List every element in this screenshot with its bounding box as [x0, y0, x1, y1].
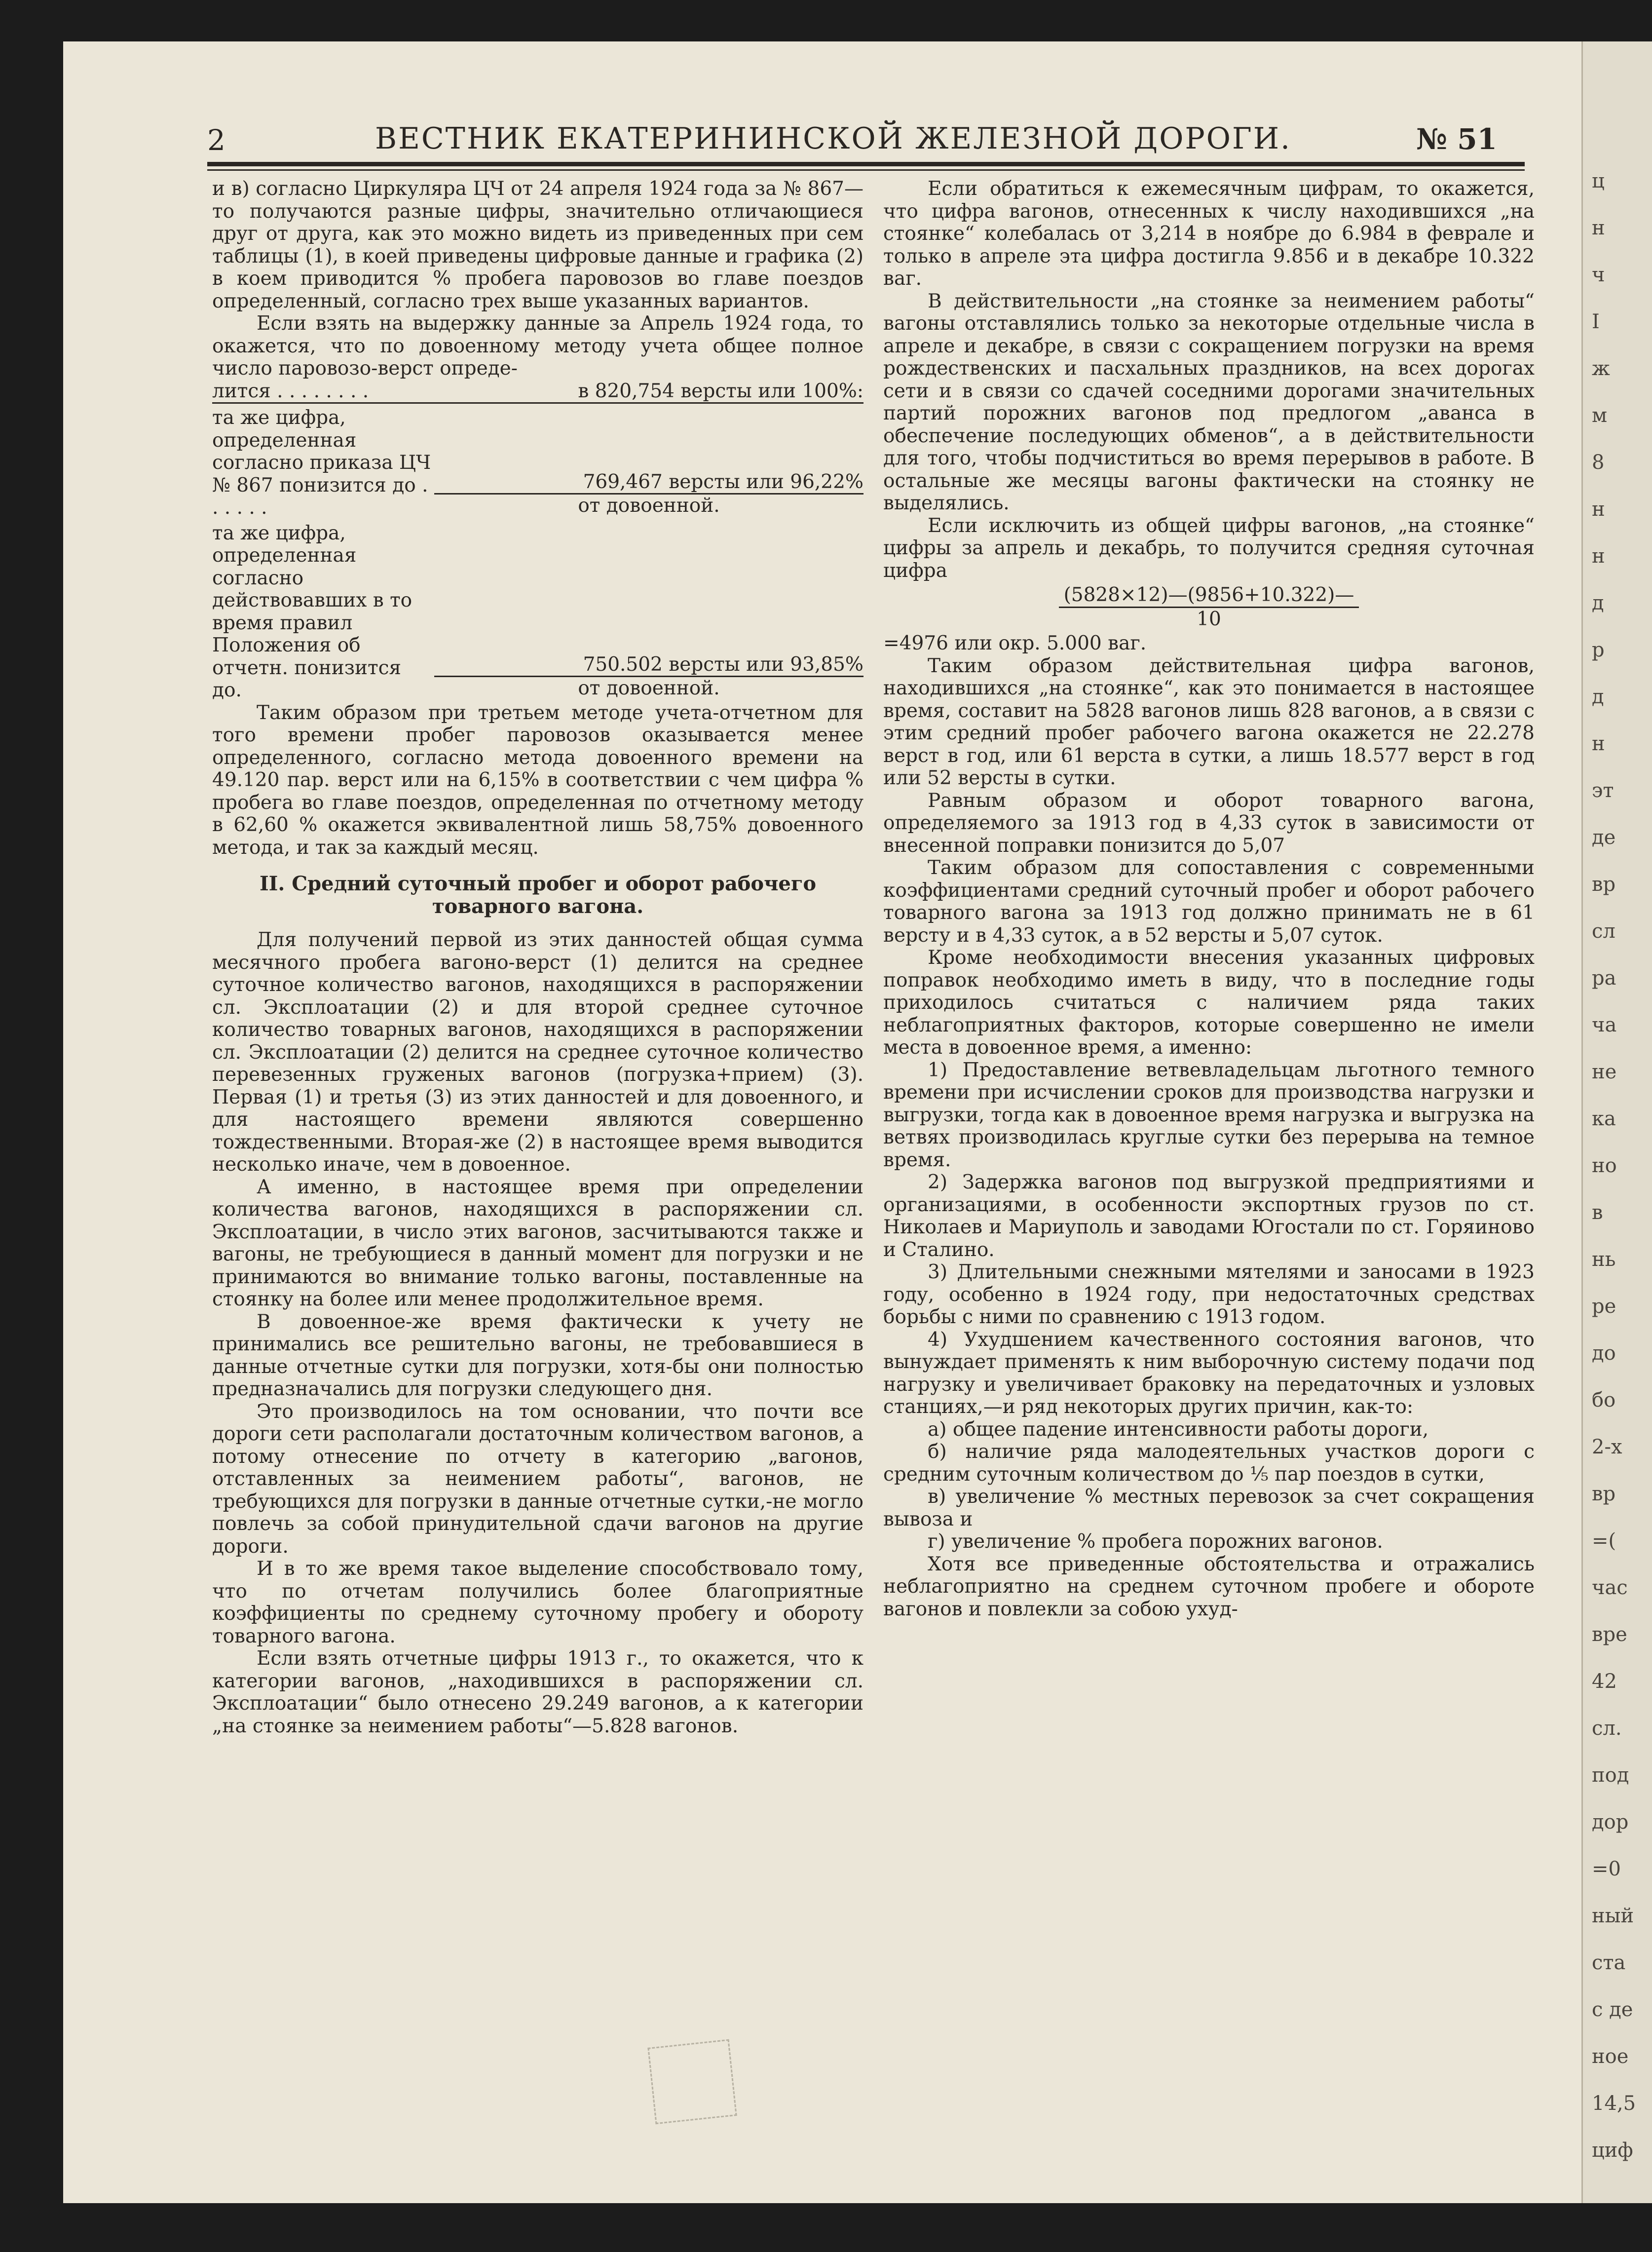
paragraph: Таким образом действительная цифра вагонов, находившихся „на стоянке“, как это понимается в настоящее время, составит на 5828 вагонов лишь 828 вагонов, а в связи с этим средний пробег рабочего вагона окажется не 22.278 верст в год, или 61 верста в сутки, а лишь 18.577 верст в год или 52 версты в сутки. — [883, 654, 1535, 789]
masthead-rule-thin — [207, 169, 1525, 171]
adjacent-page-fragment: н — [1592, 732, 1605, 755]
formula-numerator: (5828×12)—(9856+10.322)— — [1059, 584, 1359, 608]
paragraph: Таким образом при третьем методе учета-отчетном для того времени пробег паровозов оказывается менее определенного, согласно метода довоенного времени на 49.120 пар. верст или на 6,15% в соответствии с чем цифра % пробега во главе поездов, определенная по отчетному методу в 62,60 % окажется эквивалентной лишь 58,75% довоенного метода, и так за каждый месяц. — [212, 701, 864, 859]
adjacent-page-fragment: эт — [1592, 779, 1614, 802]
adjacent-page-fragment: =0 — [1592, 1858, 1621, 1880]
masthead-rule-thick — [207, 162, 1525, 166]
adjacent-page-fragment: ж — [1592, 357, 1610, 380]
adjacent-page-fragment: ное — [1592, 2045, 1629, 2068]
adjacent-page-fragment: д — [1592, 592, 1604, 614]
total-label: лится . . . . . . . . — [212, 380, 369, 402]
adjacent-page-fragment: под — [1592, 1764, 1629, 1787]
adjacent-page-fragment: в — [1592, 1201, 1603, 1224]
adjacent-page-fragment: ча — [1592, 1014, 1617, 1036]
paragraph: Для получений первой из этих данностей общая сумма месячного пробега вагоно-верст (1) делится на среднее суточное количество вагонов, находящихся в распоряжении сл. Эксплоатации (2) и для второй среднее суточное количество товарных вагонов, находящихся в распоряжении сл. Эксплоатации (2) делится на среднее суточное количество перевезенных груженых вагонов (погрузка+прием) (3). Первая (1) и третья (3) из этих данностей и для довоенного, и для настоящего времени являются совершенно тождественными. Вторая-же (2) в настоящее время выводится несколько иначе, чем в довоенное. — [212, 929, 864, 1176]
adjacent-page-fragment: сл — [1592, 920, 1615, 943]
adjacent-page-fragment: р — [1592, 639, 1605, 661]
paragraph: Если обратиться к ежемесячным цифрам, то окажется, что цифра вагонов, отнесенных к числу находившихся „на стоянке“ колебалась от 3,214 в ноябре до 6.984 в феврале и только в апреле эта цифра достигла 9.856 и в декабре 10.322 ваг. — [883, 178, 1535, 290]
adjacent-page-fragment: вре — [1592, 1623, 1627, 1646]
sub-list-item: б) наличие ряда малодеятельных участков дороги с средним суточным количеством до ⅕ пар поездов в сутки, — [883, 1441, 1535, 1486]
adjacent-page-fragment: н — [1592, 498, 1605, 521]
adjacent-page-fragment: ц — [1592, 170, 1605, 192]
adjacent-page-fragment: ка — [1592, 1107, 1616, 1130]
adjacent-page-fragment: с де — [1592, 1998, 1633, 2021]
comparison-value: 769,467 версты или 96,22% — [434, 471, 864, 495]
sub-list-item: г) увеличение % пробега порожних вагонов. — [928, 1530, 1383, 1553]
paragraph: Кроме необходимости внесения указанных цифровых поправок необходимо иметь в виду, что в последние годы приходилось считаться с наличием ряда таких неблагоприятных факторов, которые совершенно не имели места в довоенное время, а именно: — [883, 947, 1535, 1059]
comparison-row-2 — [212, 522, 864, 702]
paragraph: Хотя все приведенные обстоятельства и отражались неблагоприятно на среднем суточном пробеге и обороте вагонов и повлекли за собою ухуд- — [883, 1553, 1535, 1620]
adjacent-page-fragment: 2-х — [1592, 1436, 1622, 1458]
paragraph: И в то же время такое выделение способствовало тому, что по отчетам получились более благоприятные коэффициенты по среднему суточному пробегу и обороту товарного вагона. — [212, 1558, 864, 1647]
adjacent-page-fragment: де — [1592, 826, 1616, 849]
adjacent-page-fragment: 14,5 — [1592, 2092, 1636, 2115]
adjacent-page-fragment: м — [1592, 404, 1608, 427]
comparison-label: та же цифра, определенная согласно приказа ЦЧ № 867 понизится до . . . . . . — [212, 407, 431, 519]
list-item: 4) Ухудшением качественного состояния вагонов, что вынуждает применять к ним выборочную систему подачи под нагрузку и увеличивает браковку на передаточных и узловых станциях,—и ряд некоторых других причин, как-то: — [883, 1328, 1535, 1418]
total-row — [212, 380, 864, 404]
adjacent-page-fragment: =( — [1592, 1529, 1616, 1552]
paragraph: Если исключить из общей цифры вагонов, „на стоянке“ цифры за апрель и декабрь, то получится средняя суточная цифра — [883, 514, 1535, 582]
right-column — [883, 178, 1535, 1620]
paragraph: В довоенное-же время фактически к учету не принимались все решительно вагоны, не требовавшиеся в данные отчетные сутки для погрузки, хотя-бы они полностью предназначались для погрузки следующего дня. — [212, 1310, 864, 1400]
page-number: 2 — [207, 123, 225, 157]
comparison-note: от довоенной. — [578, 677, 720, 699]
total-value: в 820,754 версты или 100%: — [578, 380, 864, 402]
adjacent-page-fragment: д — [1592, 686, 1604, 708]
comparison-label: та же цифра, определенная согласно действовавших в то время правил Положения об отчетн. понизится до. — [212, 522, 413, 701]
adjacent-page-fragment: н — [1592, 217, 1605, 239]
adjacent-page-fragment: сл. — [1592, 1717, 1622, 1740]
adjacent-page-fragment: ре — [1592, 1295, 1616, 1318]
adjacent-page-fragment: ч — [1592, 264, 1605, 286]
adjacent-page-fragment: дор — [1592, 1811, 1629, 1833]
sub-list-item: а) общее падение интенсивности работы дороги, — [928, 1418, 1429, 1441]
section-heading: II. Средний суточный пробег и оборот рабочего товарного вагона. — [259, 872, 817, 918]
adjacent-page-fragment: час — [1592, 1576, 1628, 1599]
adjacent-page-fragment: циф — [1592, 2139, 1633, 2162]
adjacent-page-fragment: бо — [1592, 1389, 1616, 1412]
list-item: 3) Длительными снежными мятелями и заносами в 1923 году, особенно в 1924 году, при недостаточных средствах борьбы с ними по сравнению с 1913 годом. — [883, 1261, 1535, 1328]
adjacent-page-fragment: ный — [1592, 1905, 1634, 1927]
list-item: 1) Предоставление ветвевладельцам льготного темного времени при исчислении сроков для производства нагрузки и выгрузки, тогда как в довоенное время нагрузка и выгрузка на ветвях производилась круглые сутки без перерыва на темное время. — [883, 1059, 1535, 1171]
adjacent-page-fragment: ра — [1592, 967, 1616, 990]
adjacent-page-fragment: н — [1592, 545, 1605, 568]
paragraph: и в) согласно Циркуляра ЦЧ от 24 апреля 1924 года за № 867—то получаются разные цифры, значительно отличающиеся друг от друга, как это можно видеть из приведенных при сем таблицы (1), в коей приведены цифровые данные и графика (2) в коем приводится % пробега паровозов во главе поездов определенный, согласно трех выше указанных вариантов. — [212, 178, 864, 312]
adjacent-page-fragment: вр — [1592, 873, 1616, 896]
adjacent-page-fragment: но — [1592, 1154, 1617, 1177]
adjacent-page-fragment: нь — [1592, 1248, 1616, 1271]
list-item: 2) Задержка вагонов под выгрузкой предприятиями и организациями, в особенности экспортных грузов по ст. Николаев и Мариуполь и заводами Югостали по ст. Горяиново и Сталино. — [883, 1171, 1535, 1261]
comparison-note: от довоенной. — [578, 495, 720, 517]
sub-list-item: в) увеличение % местных перевозок за счет сокращения вывоза и — [883, 1486, 1535, 1530]
paragraph: Равным образом и оборот товарного вагона, определяемого за 1913 год в 4,33 суток в зависимости от внесенной поправки понизится до 5,07 — [883, 789, 1535, 857]
masthead — [207, 118, 1539, 163]
adjacent-page-edge — [1581, 41, 1652, 2203]
paragraph: В действительности „на стоянке за неимением работы“ вагоны отставлялись только за некоторые отдельные числа в апреле и декабре, в связи с сокращением погрузки на время рождественских и пасхальных праздников, на всех дорогах сети и в связи со сдачей соседними дорогами значительных партий порожних вагонов под предлогом „аванса в обеспечение последующих обменов“, а в действительности для того, чтобы подчиститься во время перерывов в работе. В остальные же месяцы вагоны фактически на стоянку не выделялись. — [883, 290, 1535, 514]
paragraph: Если взять отчетные цифры 1913 г., то окажется, что к категории вагонов, „находившихся в распоряжении сл. Эксплоатации“ было отнесено 29.249 вагонов, а к категории „на стоянке за неимением работы“—5.828 вагонов. — [212, 1647, 864, 1737]
adjacent-page-fragment: 8 — [1592, 451, 1605, 474]
paragraph: Это производилось на том основании, что почти все дороги сети располагали достаточным количеством вагонов, а потому отнесение по отчету в категорию „вагонов, отставленных за неимением работы“, вагонов, не требующихся для погрузки в данные отчетные сутки,-не могло повлечь за собой принудительной сдачи вагонов на другие дороги. — [212, 1400, 864, 1558]
faded-stamp — [647, 2039, 737, 2124]
adjacent-page-fragment: I — [1592, 310, 1600, 333]
paragraph: Таким образом для сопоставления с современными коэффициентами средний суточный пробег и оборот рабочего товарного вагона за 1913 год должно принимать не в 61 версту и в 4,33 суток, а в 52 версты и 5,07 суток. — [883, 857, 1535, 947]
formula-denominator: 10 — [1197, 608, 1221, 630]
left-column — [212, 178, 864, 1737]
issue-number: № 51 — [1416, 122, 1497, 156]
adjacent-page-fragment: ста — [1592, 1951, 1626, 1974]
paragraph: Если взять на выдержку данные за Апрель 1924 года, то окажется, что по довоенному методу учета общее полное число паровозо-верст опреде- — [212, 312, 864, 380]
adjacent-page-fragment: до — [1592, 1342, 1616, 1365]
formula-result: =4976 или окр. 5.000 ваг. — [883, 632, 1147, 654]
adjacent-page-fragment: вр — [1592, 1483, 1616, 1505]
adjacent-page-fragment: не — [1592, 1061, 1617, 1083]
adjacent-page-fragment: 42 — [1592, 1670, 1617, 1693]
formula — [883, 584, 1535, 630]
comparison-row-1 — [212, 407, 864, 519]
paragraph: А именно, в настоящее время при определении количества вагонов, находящихся в распоряжении сл. Эксплоатации, в число этих вагонов, засчитываются также и вагоны, не требующиеся в данный момент для погрузки и не принимаются во внимание только вагоны, поставленные на стоянку на более или менее продолжительное время. — [212, 1176, 864, 1310]
newspaper-title: ВЕСТНИК ЕКАТЕРИНИНСКОЙ ЖЕЛЕЗНОЙ ДОРОГИ. — [375, 121, 1292, 156]
comparison-value: 750.502 версты или 93,85% — [434, 653, 864, 678]
